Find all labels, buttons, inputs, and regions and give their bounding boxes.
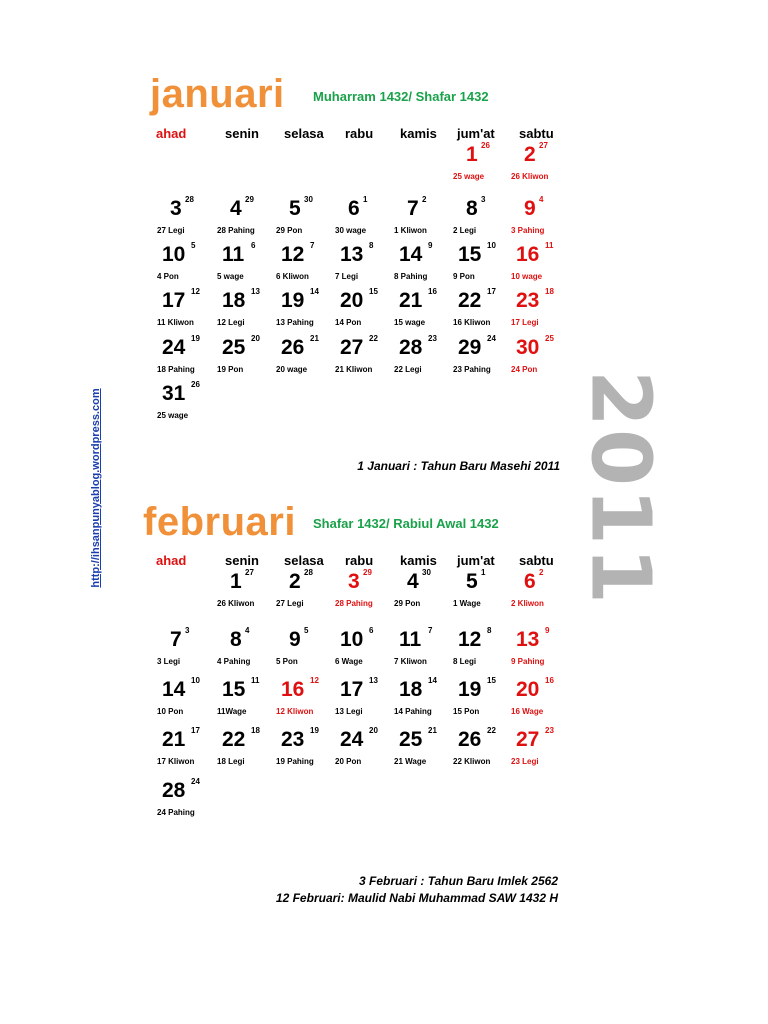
day-number: 28 <box>162 779 186 802</box>
day-number: 16 <box>281 678 305 701</box>
pasaran-label: 18 Legi <box>217 757 245 766</box>
pasaran-label: 14 Pon <box>335 318 362 327</box>
month-title-februari: februari <box>143 500 296 544</box>
hijri-day: 25 <box>545 334 554 343</box>
calendar-day <box>384 628 444 680</box>
hijri-day: 24 <box>487 334 496 343</box>
pasaran-label: 2 Legi <box>453 226 477 235</box>
hijri-day: 12 <box>191 287 200 296</box>
hijri-day: 10 <box>487 241 496 250</box>
day-number: 18 <box>399 678 423 701</box>
day-header: jum'at <box>457 126 495 141</box>
hijri-day: 27 <box>539 141 548 150</box>
hijri-day: 18 <box>545 287 554 296</box>
pasaran-label: 28 Pahing <box>335 599 373 608</box>
calendar-day <box>443 628 503 680</box>
day-number: 28 <box>399 336 423 359</box>
pasaran-label: 29 Pon <box>276 226 303 235</box>
calendar-day <box>384 570 444 622</box>
calendar-day <box>207 678 267 730</box>
calendar-day <box>266 570 326 622</box>
day-number: 6 <box>348 197 360 220</box>
day-number: 13 <box>340 243 364 266</box>
day-number: 30 <box>516 336 540 359</box>
day-number: 22 <box>222 728 246 751</box>
pasaran-label: 21 Wage <box>394 757 427 766</box>
calendar-day <box>384 728 444 780</box>
calendar-day <box>384 336 444 388</box>
hijri-day: 9 <box>545 626 550 635</box>
hijri-day: 2 <box>422 195 427 204</box>
calendar-day <box>501 143 561 195</box>
pasaran-label: 25 wage <box>157 411 189 420</box>
pasaran-label: 13 Legi <box>335 707 363 716</box>
calendar-day <box>147 728 207 780</box>
pasaran-label: 9 Pahing <box>511 657 545 666</box>
pasaran-label: 19 Pahing <box>276 757 314 766</box>
day-header: selasa <box>284 126 324 141</box>
holiday-note: 12 Februari: Maulid Nabi Muhammad SAW 1432 H <box>275 891 558 905</box>
hijri-day: 20 <box>369 726 378 735</box>
hijri-day: 7 <box>310 241 315 250</box>
pasaran-label: 27 Legi <box>157 226 185 235</box>
day-number: 1 <box>466 143 478 166</box>
calendar-day <box>266 678 326 730</box>
hijri-day: 7 <box>428 626 433 635</box>
calendar-day <box>266 336 326 388</box>
calendar-day <box>325 197 385 249</box>
hijri-day: 1 <box>363 195 368 204</box>
pasaran-label: 21 Kliwon <box>335 365 373 374</box>
hijri-day: 26 <box>191 380 200 389</box>
pasaran-label: 9 Pon <box>453 272 475 281</box>
day-number: 3 <box>170 197 182 220</box>
calendar-day <box>501 728 561 780</box>
hijri-day: 30 <box>422 568 431 577</box>
pasaran-label: 15 Pon <box>453 707 480 716</box>
hijri-day: 6 <box>251 241 256 250</box>
day-header: kamis <box>400 126 437 141</box>
hijri-day: 2 <box>539 568 544 577</box>
year-text: 2011 <box>572 369 668 606</box>
calendar-day <box>207 336 267 388</box>
hijri-label-februari: Shafar 1432/ Rabiul Awal 1432 <box>313 516 499 531</box>
pasaran-label: 10 Pon <box>157 707 184 716</box>
pasaran-label: 8 Legi <box>453 657 477 666</box>
day-number: 21 <box>399 289 423 312</box>
calendar-day <box>501 336 561 388</box>
day-number: 26 <box>458 728 482 751</box>
hijri-day: 29 <box>363 568 372 577</box>
day-number: 4 <box>230 197 242 220</box>
calendar-day <box>147 779 207 831</box>
calendar-day <box>325 628 385 680</box>
calendar-day <box>207 570 267 622</box>
day-number: 7 <box>407 197 419 220</box>
hijri-day: 21 <box>428 726 437 735</box>
blog-link[interactable]: http://ihsanpunyablog.wordpress.com <box>90 388 102 588</box>
pasaran-label: 26 Kliwon <box>217 599 255 608</box>
pasaran-label: 7 Kliwon <box>394 657 427 666</box>
pasaran-label: 20 Pon <box>335 757 362 766</box>
pasaran-label: 10 wage <box>511 272 543 281</box>
hijri-day: 1 <box>481 568 486 577</box>
pasaran-label: 1 Wage <box>453 599 481 608</box>
day-number: 8 <box>230 628 242 651</box>
day-number: 1 <box>230 570 242 593</box>
day-number: 14 <box>162 678 186 701</box>
pasaran-label: 23 Legi <box>511 757 539 766</box>
pasaran-label: 6 Kliwon <box>276 272 309 281</box>
day-header: sabtu <box>519 553 554 568</box>
day-header: sabtu <box>519 126 554 141</box>
hijri-day: 22 <box>369 334 378 343</box>
day-header: ahad <box>156 553 187 568</box>
calendar-day <box>325 336 385 388</box>
hijri-day: 29 <box>245 195 254 204</box>
hijri-day: 28 <box>304 568 313 577</box>
calendar-day <box>207 197 267 249</box>
pasaran-label: 22 Kliwon <box>453 757 491 766</box>
calendar-day <box>443 570 503 622</box>
day-number: 17 <box>162 289 186 312</box>
calendar-day <box>325 728 385 780</box>
hijri-day: 18 <box>251 726 260 735</box>
day-number: 17 <box>340 678 364 701</box>
day-number: 7 <box>170 628 182 651</box>
pasaran-label: 7 Legi <box>335 272 359 281</box>
hijri-day: 17 <box>487 287 496 296</box>
pasaran-label: 12 Kliwon <box>276 707 314 716</box>
day-header: kamis <box>400 553 437 568</box>
pasaran-label: 17 Kliwon <box>157 757 195 766</box>
day-number: 19 <box>281 289 305 312</box>
hijri-label-januari: Muharram 1432/ Shafar 1432 <box>313 89 489 104</box>
pasaran-label: 3 Pahing <box>511 226 545 235</box>
day-number: 24 <box>340 728 364 751</box>
pasaran-label: 4 Pon <box>157 272 179 281</box>
day-header: senin <box>225 553 259 568</box>
pasaran-label: 6 Wage <box>335 657 363 666</box>
day-number: 3 <box>348 570 360 593</box>
day-number: 24 <box>162 336 186 359</box>
hijri-day: 8 <box>487 626 492 635</box>
day-number: 15 <box>222 678 246 701</box>
calendar-day <box>147 382 207 434</box>
hijri-day: 26 <box>481 141 490 150</box>
pasaran-label: 1 Kliwon <box>394 226 427 235</box>
day-number: 27 <box>340 336 364 359</box>
day-number: 6 <box>524 570 536 593</box>
calendar-day <box>501 678 561 730</box>
day-number: 12 <box>281 243 305 266</box>
pasaran-label: 2 Kliwon <box>511 599 544 608</box>
pasaran-label: 5 Pon <box>276 657 298 666</box>
day-number: 15 <box>458 243 482 266</box>
pasaran-label: 5 wage <box>217 272 244 281</box>
hijri-day: 20 <box>251 334 260 343</box>
day-number: 16 <box>516 243 540 266</box>
day-number: 29 <box>458 336 482 359</box>
hijri-day: 4 <box>539 195 544 204</box>
pasaran-label: 15 wage <box>394 318 426 327</box>
hijri-day: 9 <box>428 241 433 250</box>
pasaran-label: 8 Pahing <box>394 272 428 281</box>
pasaran-label: 18 Pahing <box>157 365 195 374</box>
hijri-day: 8 <box>369 241 374 250</box>
day-header: senin <box>225 126 259 141</box>
day-number: 21 <box>162 728 186 751</box>
pasaran-label: 4 Pahing <box>217 657 251 666</box>
pasaran-label: 25 wage <box>453 172 485 181</box>
hijri-day: 24 <box>191 777 200 786</box>
calendar-day <box>443 728 503 780</box>
hijri-day: 5 <box>191 241 196 250</box>
day-number: 22 <box>458 289 482 312</box>
day-header: ahad <box>156 126 187 141</box>
blog-link-container <box>40 378 152 598</box>
pasaran-label: 19 Pon <box>217 365 244 374</box>
day-header: jum'at <box>457 553 495 568</box>
hijri-day: 19 <box>191 334 200 343</box>
day-number: 11 <box>222 243 245 266</box>
hijri-day: 30 <box>304 195 313 204</box>
day-number: 10 <box>162 243 186 266</box>
day-number: 5 <box>466 570 478 593</box>
day-number: 25 <box>222 336 246 359</box>
pasaran-label: 24 Pon <box>511 365 538 374</box>
day-number: 2 <box>289 570 301 593</box>
calendar-day <box>501 570 561 622</box>
calendar-day <box>384 678 444 730</box>
day-number: 26 <box>281 336 305 359</box>
hijri-day: 11 <box>251 676 260 685</box>
pasaran-label: 16 Wage <box>511 707 544 716</box>
day-number: 12 <box>458 628 482 651</box>
calendar-day <box>325 678 385 730</box>
day-number: 18 <box>222 289 246 312</box>
hijri-day: 23 <box>545 726 554 735</box>
calendar-day <box>384 197 444 249</box>
calendar-day <box>147 628 207 680</box>
calendar-day <box>147 678 207 730</box>
pasaran-label: 11Wage <box>217 707 247 716</box>
hijri-day: 13 <box>369 676 378 685</box>
day-number: 5 <box>289 197 301 220</box>
hijri-day: 27 <box>245 568 254 577</box>
hijri-day: 16 <box>545 676 554 685</box>
calendar-day <box>266 728 326 780</box>
day-number: 23 <box>516 289 540 312</box>
day-number: 27 <box>516 728 540 751</box>
hijri-day: 14 <box>428 676 437 685</box>
hijri-day: 17 <box>191 726 200 735</box>
pasaran-label: 27 Legi <box>276 599 304 608</box>
day-header: rabu <box>345 553 374 568</box>
hijri-day: 11 <box>545 241 554 250</box>
hijri-day: 3 <box>481 195 486 204</box>
hijri-day: 15 <box>487 676 496 685</box>
pasaran-label: 12 Legi <box>217 318 245 327</box>
calendar-day <box>207 628 267 680</box>
hijri-day: 14 <box>310 287 319 296</box>
day-number: 20 <box>340 289 364 312</box>
pasaran-label: 16 Kliwon <box>453 318 491 327</box>
hijri-day: 23 <box>428 334 437 343</box>
pasaran-label: 13 Pahing <box>276 318 314 327</box>
pasaran-label: 24 Pahing <box>157 808 195 817</box>
calendar-day <box>443 678 503 730</box>
day-number: 8 <box>466 197 478 220</box>
holiday-note: 3 Februari : Tahun Baru Imlek 2562 <box>359 874 558 888</box>
day-number: 31 <box>162 382 186 405</box>
hijri-day: 12 <box>310 676 319 685</box>
hijri-day: 16 <box>428 287 437 296</box>
pasaran-label: 28 Pahing <box>217 226 255 235</box>
calendar-day <box>501 628 561 680</box>
calendar-day <box>147 197 207 249</box>
calendar-day <box>266 197 326 249</box>
hijri-day: 10 <box>191 676 200 685</box>
pasaran-label: 22 Legi <box>394 365 422 374</box>
day-number: 2 <box>524 143 536 166</box>
hijri-day: 15 <box>369 287 378 296</box>
pasaran-label: 11 Kliwon <box>157 318 194 327</box>
pasaran-label: 23 Pahing <box>453 365 491 374</box>
day-number: 23 <box>281 728 305 751</box>
hijri-day: 13 <box>251 287 260 296</box>
hijri-day: 21 <box>310 334 319 343</box>
day-number: 25 <box>399 728 423 751</box>
hijri-day: 22 <box>487 726 496 735</box>
pasaran-label: 14 Pahing <box>394 707 432 716</box>
hijri-day: 6 <box>369 626 374 635</box>
day-header: rabu <box>345 126 374 141</box>
day-number: 9 <box>289 628 301 651</box>
calendar-day <box>443 143 503 195</box>
pasaran-label: 26 Kliwon <box>511 172 549 181</box>
hijri-day: 4 <box>245 626 250 635</box>
hijri-day: 3 <box>185 626 190 635</box>
pasaran-label: 29 Pon <box>394 599 421 608</box>
holiday-note: 1 Januari : Tahun Baru Masehi 2011 <box>357 459 560 473</box>
day-number: 19 <box>458 678 482 701</box>
day-number: 20 <box>516 678 540 701</box>
day-number: 10 <box>340 628 364 651</box>
calendar-day <box>207 728 267 780</box>
pasaran-label: 17 Legi <box>511 318 539 327</box>
day-number: 13 <box>516 628 540 651</box>
day-number: 11 <box>399 628 422 651</box>
pasaran-label: 20 wage <box>276 365 308 374</box>
calendar-day <box>266 628 326 680</box>
hijri-day: 5 <box>304 626 309 635</box>
calendar-day <box>325 570 385 622</box>
year-watermark <box>560 369 680 606</box>
pasaran-label: 3 Legi <box>157 657 181 666</box>
day-number: 9 <box>524 197 536 220</box>
month-title-januari: januari <box>150 72 285 116</box>
hijri-day: 19 <box>310 726 319 735</box>
day-number: 14 <box>399 243 423 266</box>
day-header: selasa <box>284 553 324 568</box>
calendar-day <box>443 336 503 388</box>
hijri-day: 28 <box>185 195 194 204</box>
pasaran-label: 30 wage <box>335 226 367 235</box>
day-number: 4 <box>407 570 419 593</box>
